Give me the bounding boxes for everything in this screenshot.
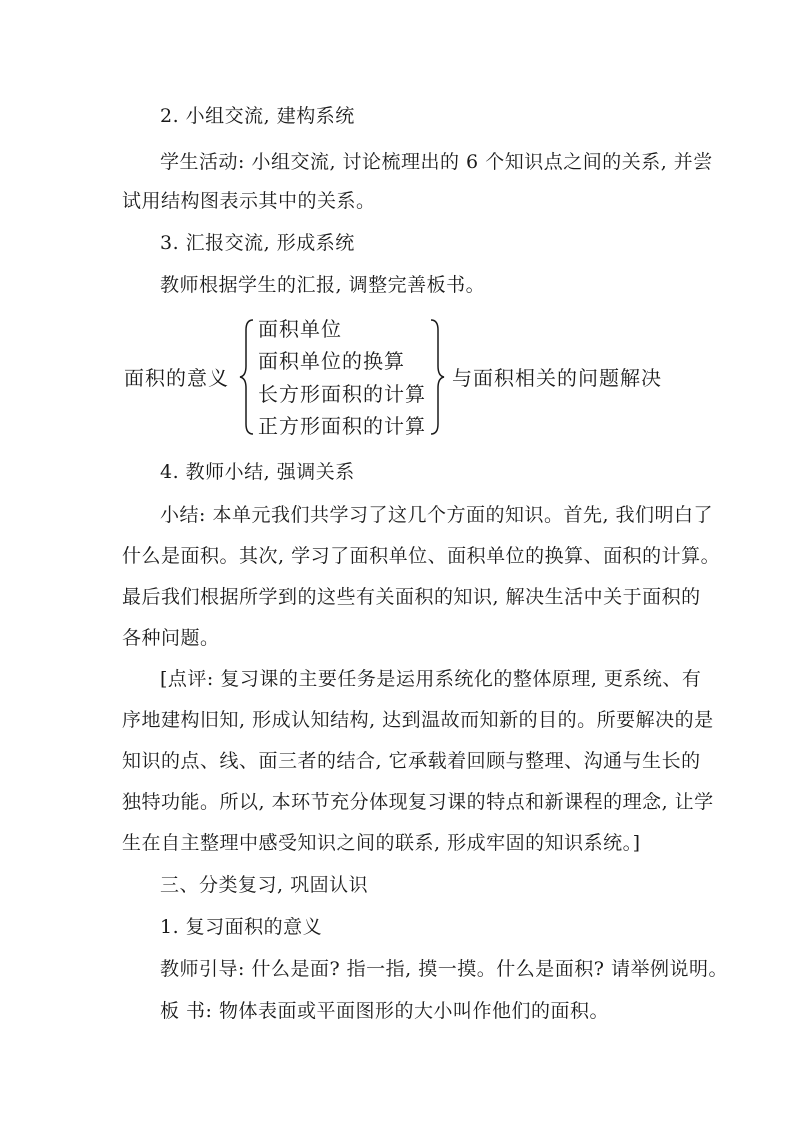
- summary-line-4: 各种问题。: [122, 627, 220, 649]
- part3-heading: 三、分类复习, 巩固认识: [160, 874, 369, 896]
- part3-sub1-heading: 1. 复习面积的意义: [160, 916, 323, 938]
- diagram-right-label: 与面积相关的问题解决: [452, 366, 662, 390]
- section2-heading: 2. 小组交流, 建构系统: [160, 105, 355, 127]
- comment-line-3: 知识的点、线、面三者的结合, 它承载着回顾与整理、沟通与生长的: [122, 750, 701, 772]
- section3-text: 教师根据学生的汇报, 调整完善板书。: [160, 274, 486, 296]
- diagram-item-4: 正方形面积的计算: [258, 414, 426, 438]
- summary-line-2: 什么是面积。其次, 学习了面积单位、面积单位的换算、面积的计算。: [122, 545, 721, 567]
- comment-line-2: 序地建构旧知, 形成认知结构, 达到温故而知新的目的。所要解决的是: [122, 709, 714, 731]
- section2-activity-line2: 试用结构图表示其中的关系。: [122, 190, 376, 212]
- diagram-item-3: 长方形面积的计算: [258, 382, 426, 406]
- teacher-guide-text: 教师引导: 什么是面? 指一指, 摸一摸。什么是面积? 请举例说明。: [160, 958, 728, 980]
- diagram-item-2: 面积单位的换算: [258, 349, 405, 373]
- comment-line-4: 独特功能。所以, 本环节充分体现复习课的特点和新课程的理念, 让学: [122, 791, 714, 813]
- left-brace-icon: [238, 318, 256, 436]
- board-text: 板 书: 物体表面或平面图形的大小叫作他们的面积。: [160, 1000, 609, 1022]
- diagram-item-1: 面积单位: [258, 317, 342, 341]
- comment-line-5: 生在自主整理中感受知识之间的联系, 形成牢固的知识系统。]: [122, 832, 641, 854]
- diagram-left-label: 面积的意义: [124, 366, 229, 390]
- section3-heading: 3. 汇报交流, 形成系统: [160, 232, 355, 254]
- section4-heading: 4. 教师小结, 强调关系: [160, 461, 355, 483]
- summary-line-1: 小结: 本单元我们共学习了这几个方面的知识。首先, 我们明白了: [160, 504, 714, 526]
- comment-line-1: [点评: 复习课的主要任务是运用系统化的整体原理, 更系统、有: [160, 668, 702, 690]
- section2-activity-line1: 学生活动: 小组交流, 讨论梳理出的 6 个知识点之间的关系, 并尝: [160, 151, 713, 173]
- right-brace-icon: [428, 318, 446, 436]
- summary-line-3: 最后我们根据所学到的这些有关面积的知识, 解决生活中关于面积的: [122, 586, 701, 608]
